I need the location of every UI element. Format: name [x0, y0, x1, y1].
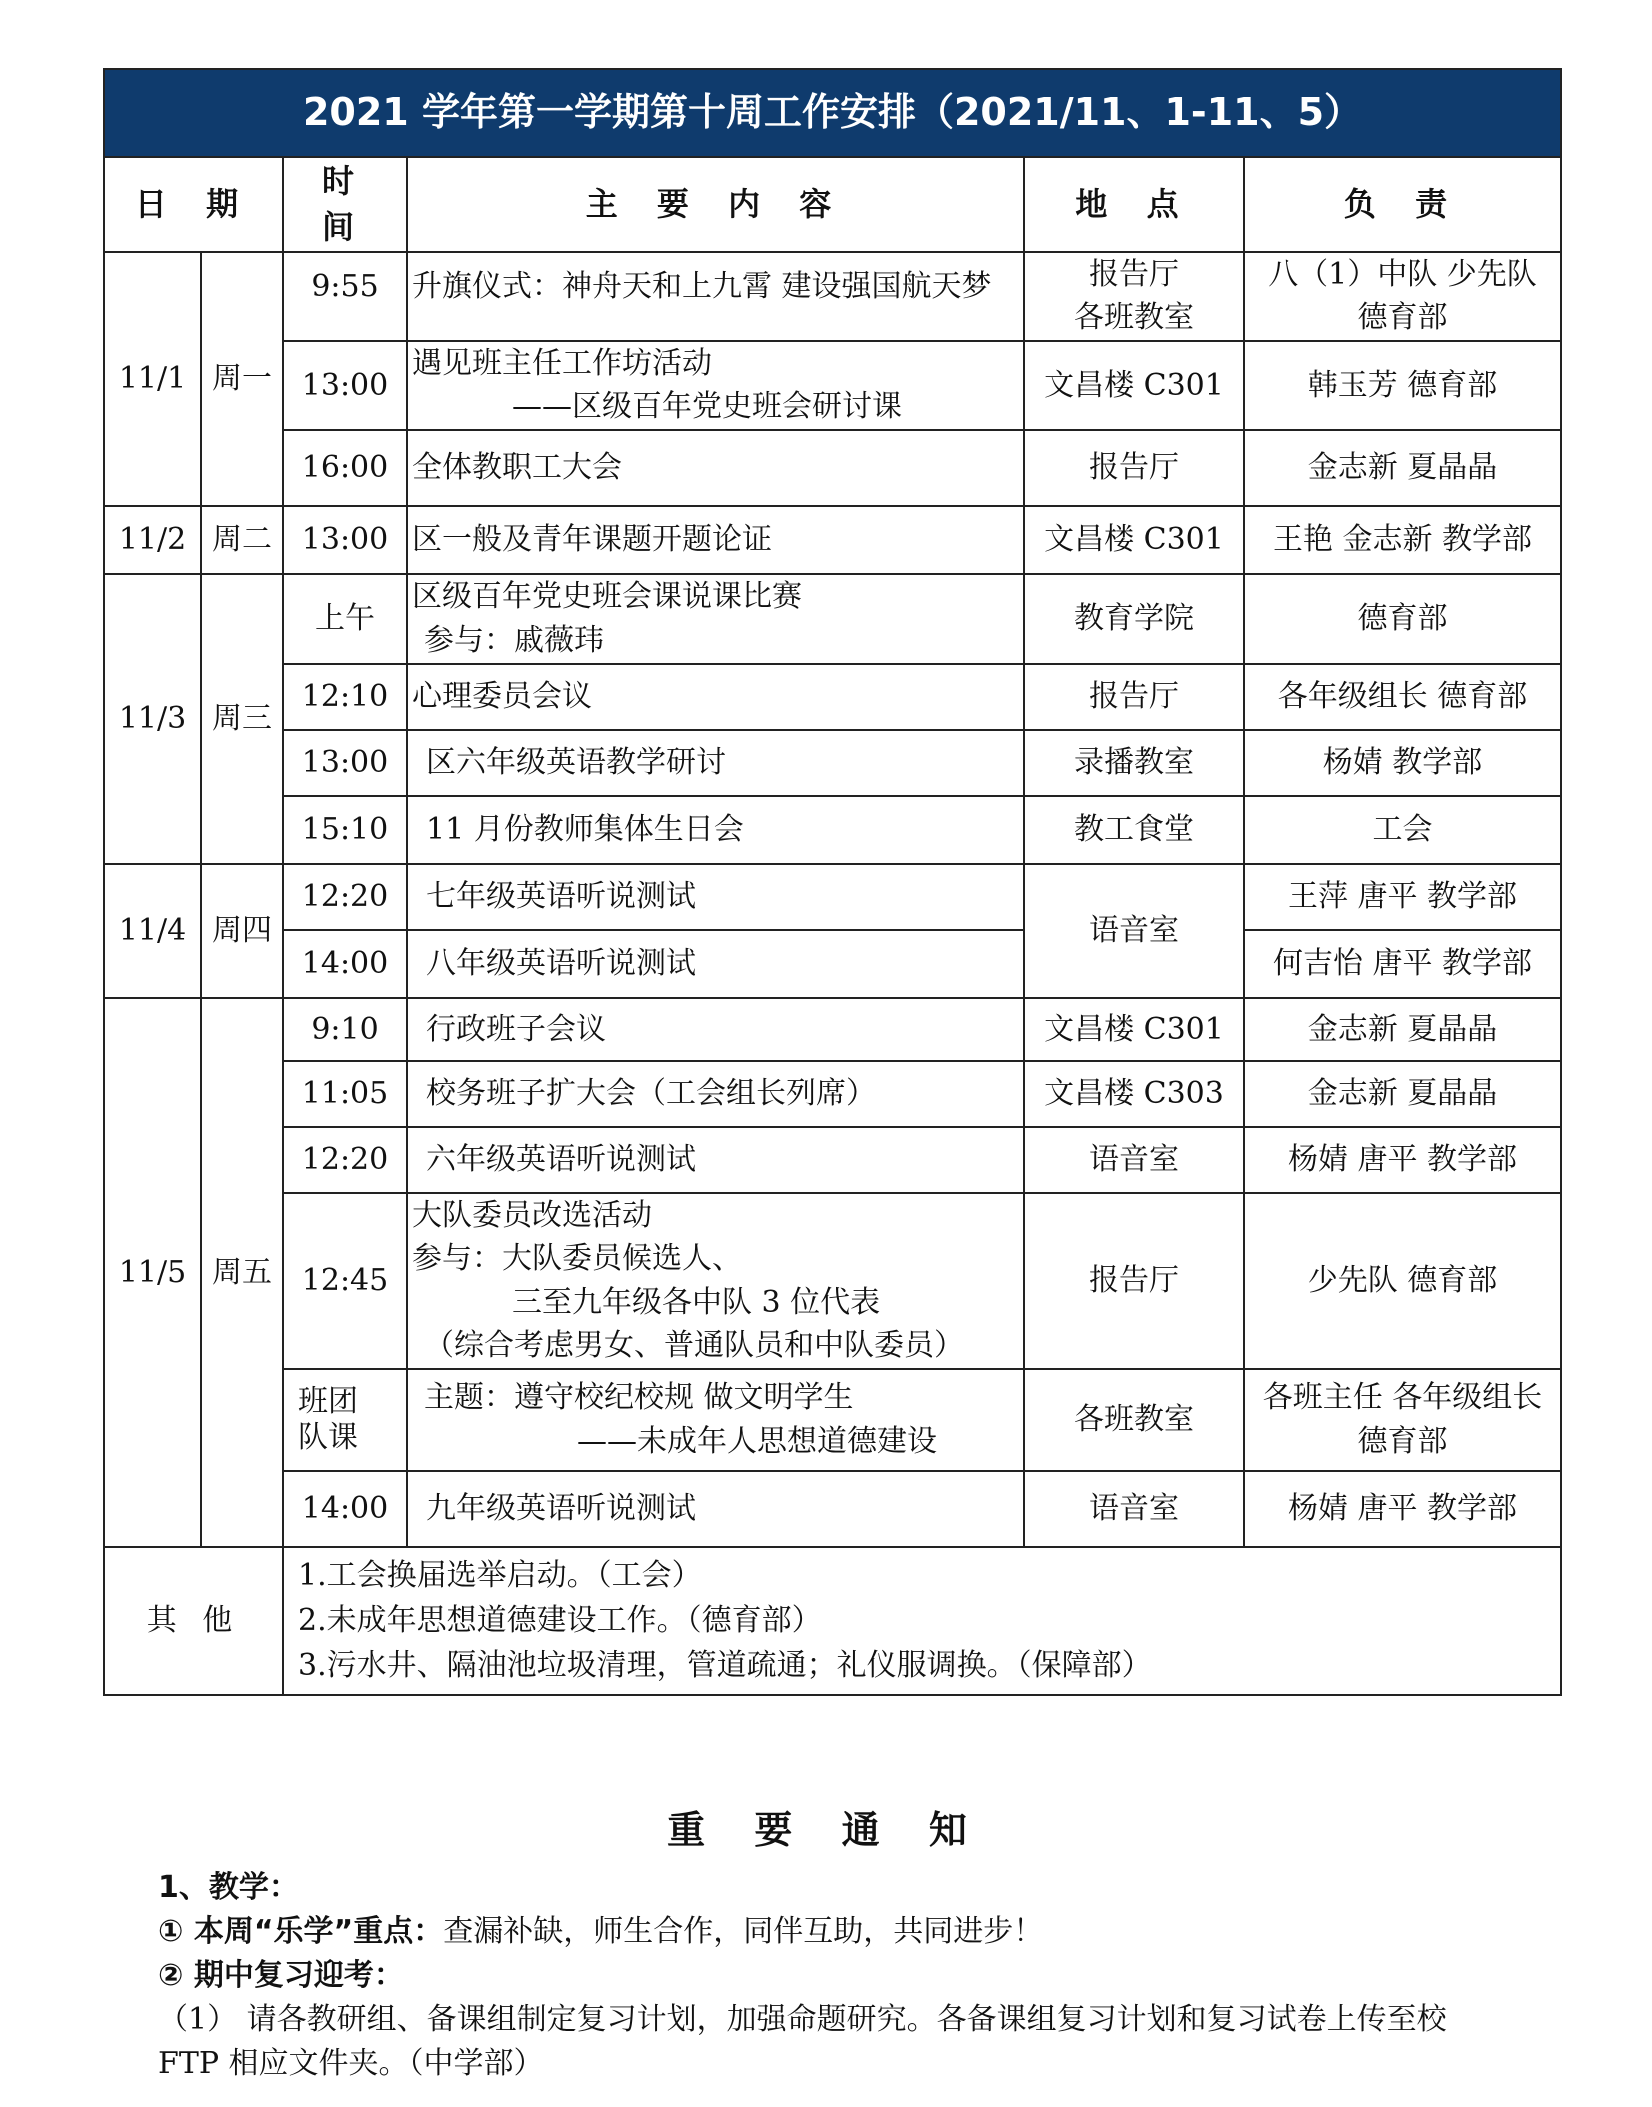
content-cell: 六年级英语听说测试 — [407, 1127, 1024, 1193]
time-line: 队课 — [298, 1419, 358, 1455]
owner-cell: 杨婧 唐平 教学部 — [1244, 1471, 1561, 1547]
content-cell — [407, 341, 1024, 430]
table-row — [104, 341, 1561, 430]
schedule-title: 2021 学年第一学期第十周工作安排（2021/11、1-11、5） — [104, 69, 1561, 157]
owner-line: 各班主任 各年级组长 — [1262, 1380, 1543, 1416]
place-cell: 语音室 — [1024, 1471, 1244, 1547]
time-line: 班团 — [298, 1383, 358, 1419]
time-cell: 9:10 — [283, 998, 407, 1061]
table-row — [104, 796, 1561, 864]
place-line: 报告厅 — [1089, 256, 1179, 292]
place-cell: 报告厅 — [1024, 430, 1244, 506]
notice-paragraph: （1） 请各教研组、备课组制定复习计划，加强命题研究。各备课组复习计划和复习试卷上传至校 — [158, 2002, 1447, 2037]
owner-cell: 杨婧 唐平 教学部 — [1244, 1127, 1561, 1193]
content-line: 区级百年党史班会课说课比赛 — [412, 579, 802, 615]
content-line: ——区级百年党史班会研讨课 — [512, 389, 902, 425]
place-cell — [1024, 252, 1244, 341]
owner-cell: 杨婧 教学部 — [1244, 730, 1561, 796]
table-row — [104, 864, 1561, 930]
table-row — [104, 1369, 1561, 1471]
place-cell: 文昌楼 C301 — [1024, 998, 1244, 1061]
table-row — [104, 1193, 1561, 1369]
owner-line: 德育部 — [1357, 1423, 1448, 1459]
owner-cell: 何吉怡 唐平 教学部 — [1244, 930, 1561, 998]
paragraph-text: 查漏补缺，师生合作，同伴互助，共同进步！ — [443, 1914, 1044, 1949]
content-cell — [407, 1193, 1024, 1369]
table-row — [104, 574, 1561, 664]
header-date: 日 期 — [104, 157, 283, 252]
header-time: 时 间 — [283, 157, 407, 252]
time-cell: 13:00 — [283, 506, 407, 574]
content-cell: 全体教职工大会 — [407, 430, 1024, 506]
place-cell: 教育学院 — [1024, 574, 1244, 664]
place-cell: 文昌楼 C303 — [1024, 1061, 1244, 1127]
time-cell: 15:10 — [283, 796, 407, 864]
weekday-cell: 周二 — [201, 506, 283, 574]
content-cell: 区六年级英语教学研讨 — [407, 730, 1024, 796]
date-cell: 11/2 — [104, 506, 201, 574]
place-cell: 各班教室 — [1024, 1369, 1244, 1471]
content-line: 参与：戚薇玮 — [424, 622, 604, 658]
other-items — [283, 1547, 1561, 1695]
list-item: 2.未成年思想道德建设工作。（德育部） — [298, 1603, 822, 1639]
owner-cell: 王艳 金志新 教学部 — [1244, 506, 1561, 574]
table-row — [104, 730, 1561, 796]
time-cell: 12:20 — [283, 864, 407, 930]
table-row — [104, 664, 1561, 730]
time-cell: 上午 — [283, 574, 407, 664]
time-cell: 12:45 — [283, 1193, 407, 1369]
content-cell: 11 月份教师集体生日会 — [407, 796, 1024, 864]
content-cell: 行政班子会议 — [407, 998, 1024, 1061]
time-cell: 12:10 — [283, 664, 407, 730]
content-cell: 升旗仪式：神舟天和上九霄 建设强国航天梦 — [407, 252, 1024, 341]
date-cell: 11/4 — [104, 864, 201, 998]
place-cell: 报告厅 — [1024, 664, 1244, 730]
table-row — [104, 1127, 1561, 1193]
content-line: 主题：遵守校纪校规 做文明学生 — [424, 1380, 854, 1416]
table-row — [104, 252, 1561, 341]
owner-cell: 少先队 德育部 — [1244, 1193, 1561, 1369]
other-label: 其 他 — [104, 1547, 283, 1695]
weekday-cell: 周三 — [201, 574, 283, 864]
weekday-cell: 周五 — [201, 998, 283, 1547]
place-cell: 文昌楼 C301 — [1024, 506, 1244, 574]
time-cell: 14:00 — [283, 930, 407, 998]
place-cell: 报告厅 — [1024, 1193, 1244, 1369]
owner-line: 八（1）中队 少先队 — [1268, 256, 1537, 292]
content-line: 大队委员改选活动 — [412, 1197, 652, 1233]
date-cell: 11/5 — [104, 998, 201, 1547]
owner-cell: 德育部 — [1244, 574, 1561, 664]
owner-cell: 金志新 夏晶晶 — [1244, 998, 1561, 1061]
notice-paragraph — [158, 1910, 1043, 1954]
content-line: ——未成年人思想道德建设 — [577, 1423, 937, 1459]
table-row — [104, 998, 1561, 1061]
time-cell: 16:00 — [283, 430, 407, 506]
content-cell: 九年级英语听说测试 — [407, 1471, 1024, 1547]
header-place: 地 点 — [1024, 157, 1244, 252]
time-cell: 13:00 — [283, 730, 407, 796]
place-cell: 语音室 — [1024, 864, 1244, 998]
other-row — [104, 1547, 1561, 1695]
paragraph-label: ② 期中复习迎考： — [158, 1958, 404, 1993]
content-cell: 心理委员会议 — [407, 664, 1024, 730]
table-row — [104, 506, 1561, 574]
section-heading: 1、教学： — [158, 1870, 299, 1905]
header-content: 主 要 内 容 — [407, 157, 1024, 252]
content-cell: 七年级英语听说测试 — [407, 864, 1024, 930]
table-row — [104, 430, 1561, 506]
time-cell: 9:55 — [283, 252, 407, 341]
table-row — [104, 1061, 1561, 1127]
time-cell: 13:00 — [283, 341, 407, 430]
content-cell: 八年级英语听说测试 — [407, 930, 1024, 998]
place-cell: 教工食堂 — [1024, 796, 1244, 864]
owner-line: 德育部 — [1357, 300, 1448, 336]
table-row — [104, 930, 1561, 998]
date-cell: 11/1 — [104, 252, 201, 506]
time-cell: 11:05 — [283, 1061, 407, 1127]
time-cell: 14:00 — [283, 1471, 407, 1547]
owner-cell: 金志新 夏晶晶 — [1244, 1061, 1561, 1127]
content-cell — [407, 574, 1024, 664]
place-cell: 语音室 — [1024, 1127, 1244, 1193]
owner-cell: 工会 — [1244, 796, 1561, 864]
owner-cell: 王萍 唐平 教学部 — [1244, 864, 1561, 930]
weekday-cell: 周四 — [201, 864, 283, 998]
owner-cell — [1244, 252, 1561, 341]
notice-title: 重 要 通 知 — [667, 1808, 985, 1852]
table-row — [104, 1471, 1561, 1547]
owner-cell: 金志新 夏晶晶 — [1244, 430, 1561, 506]
paragraph-label: ① 本周“乐学”重点： — [158, 1914, 444, 1949]
content-cell: 区一般及青年课题开题论证 — [407, 506, 1024, 574]
owner-cell: 各年级组长 德育部 — [1244, 664, 1561, 730]
place-line: 各班教室 — [1074, 300, 1194, 336]
list-item: 1.工会换届选举启动。（工会） — [298, 1558, 702, 1594]
content-cell: 校务班子扩大会（工会组长列席） — [407, 1061, 1024, 1127]
date-cell: 11/3 — [104, 574, 201, 864]
header-owner: 负 责 — [1244, 157, 1561, 252]
notice-paragraph: FTP 相应文件夹。（中学部） — [158, 2046, 544, 2081]
important-notice — [0, 1800, 1652, 2081]
list-item: 3.污水井、隔油池垃圾清理，管道疏通；礼仪服调换。（保障部） — [298, 1648, 1152, 1684]
time-cell: 12:20 — [283, 1127, 407, 1193]
content-cell — [407, 1369, 1024, 1471]
content-line: 遇见班主任工作坊活动 — [412, 345, 712, 381]
place-cell: 录播教室 — [1024, 730, 1244, 796]
weekly-schedule-table — [103, 68, 1562, 1696]
content-line: 三至九年级各中队 3 位代表 — [512, 1284, 881, 1320]
content-line: 参与：大队委员候选人、 — [412, 1241, 742, 1277]
owner-cell — [1244, 1369, 1561, 1471]
place-cell: 文昌楼 C301 — [1024, 341, 1244, 430]
content-line: （综合考虑男女、普通队员和中队委员） — [424, 1328, 964, 1364]
owner-cell: 韩玉芳 德育部 — [1244, 341, 1561, 430]
weekday-cell: 周一 — [201, 252, 283, 506]
time-cell — [283, 1369, 407, 1471]
header-row — [104, 157, 1561, 252]
